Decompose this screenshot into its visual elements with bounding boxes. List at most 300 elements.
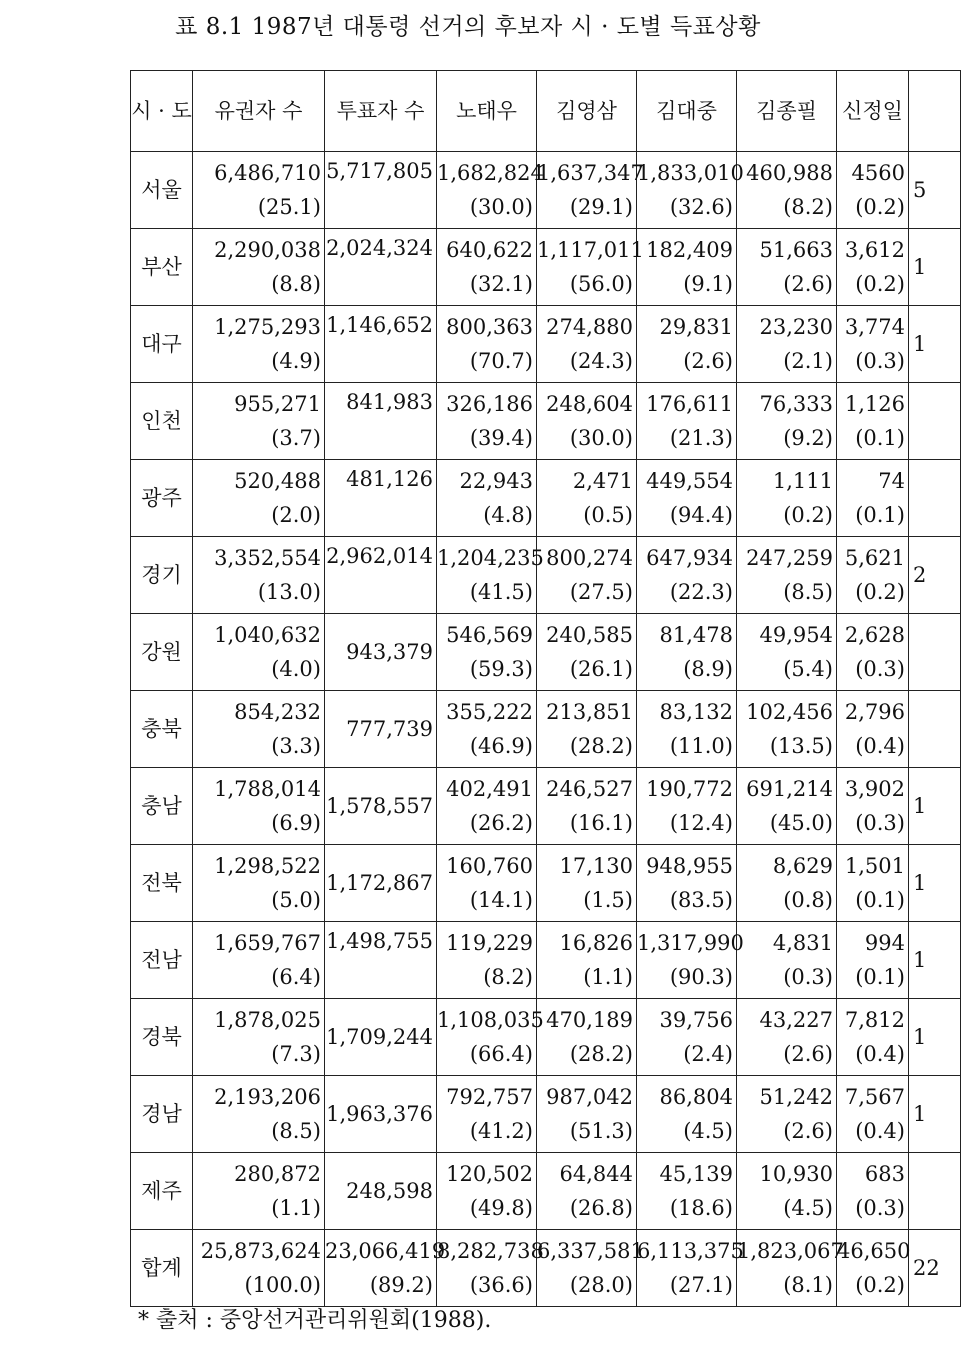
- col-header-region: 시 · 도: [131, 71, 193, 152]
- region-cell: 부산: [131, 229, 193, 306]
- sji-cell: [837, 845, 909, 922]
- electors-cell: [193, 1230, 325, 1307]
- extra-cell-value: 1: [913, 255, 927, 279]
- kys-cell-value: 16,826: [559, 931, 633, 955]
- extra-cell: [909, 768, 961, 845]
- voters-cell-value: 2,962,014: [326, 544, 433, 568]
- kys-cell-value: 246,527: [546, 777, 633, 801]
- kys-cell-value: 1,637,347: [537, 161, 644, 185]
- electors-cell-percent: (6.9): [271, 811, 321, 835]
- table-row: [131, 537, 961, 614]
- sji-cell: [837, 1076, 909, 1153]
- kdj-cell: [637, 1153, 737, 1230]
- kjp-cell-percent: (2.1): [783, 349, 833, 373]
- kdj-cell-value: 190,772: [646, 777, 733, 801]
- electors-cell: [193, 922, 325, 999]
- voters-cell-value: 1,498,755: [326, 929, 433, 953]
- kdj-cell-percent: (27.1): [669, 1273, 733, 1297]
- kdj-cell-percent: (18.6): [669, 1196, 733, 1220]
- sji-cell: [837, 768, 909, 845]
- sji-cell-value: 1,126: [844, 392, 905, 416]
- voters-cell-value: 777,739: [346, 717, 433, 741]
- kys-cell: [537, 614, 637, 691]
- sji-cell-value: 2,796: [844, 700, 905, 724]
- sji-cell-value: 3,902: [844, 777, 905, 801]
- table-row: [131, 768, 961, 845]
- kdj-cell-value: 176,611: [646, 392, 733, 416]
- kdj-cell-value: 39,756: [659, 1008, 733, 1032]
- kjp-cell-value: 691,214: [746, 777, 833, 801]
- voters-cell-value: 5,717,805: [326, 159, 433, 183]
- col-header-kys: 김영삼: [537, 71, 637, 152]
- sji-cell-value: 2,628: [844, 623, 905, 647]
- voters-cell: [325, 460, 437, 537]
- voters-cell: [325, 306, 437, 383]
- kjp-cell: [737, 152, 837, 229]
- electors-cell-percent: (2.0): [271, 503, 321, 527]
- voters-cell-value: 1,172,867: [326, 871, 433, 895]
- kys-cell-percent: (1.5): [583, 888, 633, 912]
- extra-cell-value: 1: [913, 332, 927, 356]
- sji-cell-value: 4560: [851, 161, 905, 185]
- kjp-cell: [737, 691, 837, 768]
- kys-cell-percent: (28.0): [569, 1273, 633, 1297]
- kdj-cell: [637, 460, 737, 537]
- electors-cell-value: 854,232: [234, 700, 321, 724]
- kys-cell-value: 1,117,011: [537, 238, 644, 262]
- voters-cell: [325, 614, 437, 691]
- sji-cell-value: 5,621: [844, 546, 905, 570]
- region-cell: 충북: [131, 691, 193, 768]
- voters-cell: [325, 152, 437, 229]
- voters-cell: [325, 1153, 437, 1230]
- roh-cell: [437, 1076, 537, 1153]
- sji-cell-value: 3,612: [844, 238, 905, 262]
- results-table: [130, 70, 961, 1307]
- roh-cell: [437, 537, 544, 614]
- kys-cell: [537, 152, 644, 229]
- kys-cell-percent: (56.0): [569, 272, 633, 296]
- kdj-cell-value: 1,317,990: [637, 931, 744, 955]
- kjp-cell-percent: (5.4): [783, 657, 833, 681]
- electors-cell-percent: (8.5): [271, 1119, 321, 1143]
- col-header-kdj: 김대중: [637, 71, 737, 152]
- roh-cell: [437, 383, 537, 460]
- roh-cell: [437, 691, 537, 768]
- kjp-cell: [737, 537, 837, 614]
- sji-cell: [837, 614, 909, 691]
- extra-cell-value: 5: [913, 178, 927, 202]
- roh-cell-percent: (8.2): [483, 965, 533, 989]
- header-row: [131, 71, 961, 152]
- kys-cell-value: 274,880: [546, 315, 633, 339]
- electors-cell-percent: (4.9): [271, 349, 321, 373]
- voters-cell: [325, 537, 437, 614]
- electors-cell: [193, 460, 325, 537]
- kdj-cell-value: 948,955: [646, 854, 733, 878]
- sji-cell-percent: (0.1): [855, 888, 905, 912]
- kys-cell-value: 248,604: [546, 392, 633, 416]
- sji-cell: [837, 537, 909, 614]
- region-cell: 합계: [131, 1230, 193, 1307]
- sji-cell-percent: (0.2): [855, 195, 905, 219]
- electors-cell-percent: (25.1): [257, 195, 321, 219]
- kdj-cell-percent: (2.4): [683, 1042, 733, 1066]
- electors-cell-value: 955,271: [234, 392, 321, 416]
- electors-cell: [193, 1153, 325, 1230]
- electors-cell-value: 280,872: [234, 1162, 321, 1186]
- region-cell: 대구: [131, 306, 193, 383]
- kdj-cell: [637, 922, 744, 999]
- kys-cell: [537, 460, 637, 537]
- sji-cell-value: 46,650: [837, 1239, 911, 1263]
- sji-cell: [837, 1230, 909, 1307]
- kjp-cell-value: 23,230: [759, 315, 833, 339]
- electors-cell-value: 6,486,710: [214, 161, 321, 185]
- roh-cell: [437, 614, 537, 691]
- kys-cell-percent: (27.5): [569, 580, 633, 604]
- kjp-cell-percent: (2.6): [783, 1042, 833, 1066]
- kys-cell: [537, 768, 637, 845]
- table-row: [131, 922, 961, 999]
- extra-cell: [909, 1230, 961, 1307]
- voters-cell: [325, 1076, 437, 1153]
- kdj-cell-percent: (8.9): [683, 657, 733, 681]
- kjp-cell: [737, 460, 837, 537]
- electors-cell-percent: (4.0): [271, 657, 321, 681]
- source-footnote: * 출처 : 중앙선거관리위원회(1988).: [138, 1308, 492, 1333]
- table-body: [131, 152, 961, 1307]
- roh-cell-percent: (59.3): [469, 657, 533, 681]
- extra-cell: [909, 460, 961, 537]
- roh-cell: [437, 229, 537, 306]
- kjp-cell-value: 51,663: [759, 238, 833, 262]
- kjp-cell: [737, 768, 837, 845]
- roh-cell-value: 1,108,035: [437, 1008, 544, 1032]
- roh-cell: [437, 460, 537, 537]
- voters-cell: [325, 922, 437, 999]
- kdj-cell-value: 81,478: [659, 623, 733, 647]
- sji-cell: [837, 691, 909, 768]
- kys-cell: [537, 1230, 644, 1307]
- sji-cell: [837, 229, 909, 306]
- kdj-cell-value: 647,934: [646, 546, 733, 570]
- kys-cell-percent: (28.2): [569, 1042, 633, 1066]
- roh-cell-value: 1,682,824: [437, 161, 544, 185]
- kys-cell: [537, 383, 637, 460]
- kjp-cell: [737, 1076, 837, 1153]
- kys-cell-percent: (26.1): [569, 657, 633, 681]
- kys-cell-value: 6,337,581: [537, 1239, 644, 1263]
- roh-cell: [437, 999, 544, 1076]
- kjp-cell-percent: (9.2): [783, 426, 833, 450]
- region-cell: 충남: [131, 768, 193, 845]
- sji-cell-percent: (0.3): [855, 811, 905, 835]
- kys-cell-percent: (26.8): [569, 1196, 633, 1220]
- roh-cell-percent: (41.2): [469, 1119, 533, 1143]
- sji-cell-percent: (0.4): [855, 734, 905, 758]
- electors-cell-percent: (3.3): [271, 734, 321, 758]
- roh-cell-value: 326,186: [446, 392, 533, 416]
- kjp-cell-percent: (4.5): [783, 1196, 833, 1220]
- voters-cell: [325, 768, 437, 845]
- roh-cell-value: 640,622: [446, 238, 533, 262]
- kjp-cell: [737, 922, 837, 999]
- region-cell: 경남: [131, 1076, 193, 1153]
- col-header-electors: 유권자 수: [193, 71, 325, 152]
- voters-cell: [325, 691, 437, 768]
- kdj-cell-percent: (12.4): [669, 811, 733, 835]
- kjp-cell-value: 10,930: [759, 1162, 833, 1186]
- table-row: [131, 614, 961, 691]
- sji-cell-percent: (0.1): [855, 426, 905, 450]
- kys-cell: [537, 229, 644, 306]
- sji-cell: [837, 383, 909, 460]
- sji-cell-value: 683: [864, 1162, 905, 1186]
- table-row: [131, 691, 961, 768]
- kdj-cell-value: 29,831: [659, 315, 733, 339]
- roh-cell-percent: (36.6): [469, 1273, 533, 1297]
- extra-cell: [909, 229, 961, 306]
- electors-cell: [193, 152, 325, 229]
- kjp-cell-value: 8,629: [772, 854, 833, 878]
- extra-cell-value: 22: [913, 1256, 940, 1280]
- electors-cell: [193, 229, 325, 306]
- kys-cell-value: 987,042: [546, 1085, 633, 1109]
- roh-cell-value: 22,943: [459, 469, 533, 493]
- roh-cell: [437, 1230, 544, 1307]
- sji-cell-percent: (0.3): [855, 1196, 905, 1220]
- roh-cell-percent: (41.5): [469, 580, 533, 604]
- kys-cell-percent: (29.1): [569, 195, 633, 219]
- electors-cell-percent: (6.4): [271, 965, 321, 989]
- kjp-cell: [737, 999, 837, 1076]
- electors-cell-value: 1,788,014: [214, 777, 321, 801]
- extra-cell: [909, 306, 961, 383]
- extra-cell-value: 1: [913, 1102, 927, 1126]
- kjp-cell-percent: (0.8): [783, 888, 833, 912]
- roh-cell-value: 120,502: [446, 1162, 533, 1186]
- region-cell: 제주: [131, 1153, 193, 1230]
- roh-cell-percent: (32.1): [469, 272, 533, 296]
- sji-cell: [837, 1153, 909, 1230]
- sji-cell-value: 7,812: [844, 1008, 905, 1032]
- kdj-cell: [637, 229, 737, 306]
- kjp-cell: [737, 614, 837, 691]
- table-row: [131, 1230, 961, 1307]
- kdj-cell: [637, 614, 737, 691]
- kys-cell: [537, 1153, 637, 1230]
- voters-cell-value: 841,983: [346, 390, 433, 414]
- kdj-cell-value: 83,132: [659, 700, 733, 724]
- region-cell: 광주: [131, 460, 193, 537]
- col-header-sji: 신정일: [837, 71, 909, 152]
- roh-cell: [437, 306, 537, 383]
- roh-cell: [437, 1153, 537, 1230]
- kys-cell-value: 17,130: [559, 854, 633, 878]
- kjp-cell-value: 49,954: [759, 623, 833, 647]
- kdj-cell: [637, 1230, 744, 1307]
- kys-cell-percent: (1.1): [583, 965, 633, 989]
- voters-cell-value: 1,146,652: [326, 313, 433, 337]
- kys-cell: [537, 1076, 637, 1153]
- electors-cell: [193, 768, 325, 845]
- region-cell: 전남: [131, 922, 193, 999]
- extra-cell: [909, 1076, 961, 1153]
- electors-cell-value: 25,873,624: [200, 1239, 321, 1263]
- roh-cell-percent: (49.8): [469, 1196, 533, 1220]
- sji-cell: [837, 922, 909, 999]
- roh-cell-percent: (70.7): [469, 349, 533, 373]
- region-cell: 전북: [131, 845, 193, 922]
- electors-cell-percent: (1.1): [271, 1196, 321, 1220]
- electors-cell-percent: (7.3): [271, 1042, 321, 1066]
- sji-cell-percent: (0.4): [855, 1119, 905, 1143]
- electors-cell: [193, 999, 325, 1076]
- electors-cell-value: 1,878,025: [214, 1008, 321, 1032]
- electors-cell: [193, 1076, 325, 1153]
- kjp-cell-value: 43,227: [759, 1008, 833, 1032]
- extra-cell: [909, 922, 961, 999]
- extra-cell-value: 1: [913, 871, 927, 895]
- sji-cell-percent: (0.3): [855, 657, 905, 681]
- electors-cell-percent: (3.7): [271, 426, 321, 450]
- kdj-cell: [637, 306, 737, 383]
- kys-cell-percent: (30.0): [569, 426, 633, 450]
- roh-cell-value: 546,569: [446, 623, 533, 647]
- kys-cell: [537, 999, 637, 1076]
- results-table-container: [130, 70, 940, 1297]
- sji-cell: [837, 460, 909, 537]
- voters-cell-value: 1,963,376: [326, 1102, 433, 1126]
- kys-cell: [537, 922, 637, 999]
- sji-cell-percent: (0.1): [855, 503, 905, 527]
- kdj-cell-percent: (94.4): [669, 503, 733, 527]
- roh-cell-percent: (66.4): [469, 1042, 533, 1066]
- kys-cell-value: 213,851: [546, 700, 633, 724]
- kjp-cell-value: 102,456: [746, 700, 833, 724]
- electors-cell: [193, 383, 325, 460]
- roh-cell-value: 119,229: [446, 931, 533, 955]
- kdj-cell-percent: (11.0): [669, 734, 733, 758]
- sji-cell-value: 994: [864, 931, 905, 955]
- voters-cell: [325, 383, 437, 460]
- electors-cell-percent: (5.0): [271, 888, 321, 912]
- kjp-cell: [737, 306, 837, 383]
- extra-cell-value: 1: [913, 794, 927, 818]
- kdj-cell: [637, 537, 737, 614]
- extra-cell: [909, 152, 961, 229]
- extra-cell: [909, 383, 961, 460]
- electors-cell: [193, 845, 325, 922]
- electors-cell: [193, 614, 325, 691]
- kdj-cell-percent: (22.3): [669, 580, 733, 604]
- kjp-cell-value: 247,259: [746, 546, 833, 570]
- electors-cell-value: 3,352,554: [214, 546, 321, 570]
- kdj-cell: [637, 152, 744, 229]
- roh-cell-value: 792,757: [446, 1085, 533, 1109]
- kys-cell-percent: (0.5): [583, 503, 633, 527]
- kdj-cell-value: 6,113,375: [637, 1239, 744, 1263]
- kys-cell: [537, 537, 637, 614]
- roh-cell-percent: (30.0): [469, 195, 533, 219]
- kjp-cell-value: 1,823,067: [737, 1239, 844, 1263]
- electors-cell-percent: (13.0): [257, 580, 321, 604]
- voters-cell: [325, 999, 437, 1076]
- kys-cell-value: 240,585: [546, 623, 633, 647]
- kdj-cell-percent: (83.5): [669, 888, 733, 912]
- region-cell: 인천: [131, 383, 193, 460]
- sji-cell: [837, 306, 909, 383]
- kjp-cell: [737, 1230, 844, 1307]
- table-title: 표 8.1 1987년 대통령 선거의 후보자 시 · 도별 득표상황: [175, 14, 761, 40]
- roh-cell-value: 1,204,235: [437, 546, 544, 570]
- kjp-cell-percent: (8.5): [783, 580, 833, 604]
- roh-cell-value: 800,363: [446, 315, 533, 339]
- kys-cell-percent: (51.3): [569, 1119, 633, 1143]
- voters-cell-value: 2,024,324: [326, 236, 433, 260]
- electors-cell-value: 1,298,522: [214, 854, 321, 878]
- table-row: [131, 845, 961, 922]
- voters-cell-value: 481,126: [346, 467, 433, 491]
- roh-cell: [437, 845, 537, 922]
- voters-cell-value: 943,379: [346, 640, 433, 664]
- voters-cell-value: 1,578,557: [326, 794, 433, 818]
- kys-cell: [537, 845, 637, 922]
- extra-cell: [909, 691, 961, 768]
- col-header-roh: 노태우: [437, 71, 537, 152]
- region-cell: 서울: [131, 152, 193, 229]
- sji-cell: [837, 999, 909, 1076]
- roh-cell-value: 355,222: [446, 700, 533, 724]
- kdj-cell-percent: (9.1): [683, 272, 733, 296]
- kjp-cell-value: 76,333: [759, 392, 833, 416]
- region-cell: 경기: [131, 537, 193, 614]
- roh-cell-percent: (4.8): [483, 503, 533, 527]
- table-row: [131, 229, 961, 306]
- kdj-cell-value: 449,554: [646, 469, 733, 493]
- roh-cell: [437, 768, 537, 845]
- electors-cell: [193, 306, 325, 383]
- kjp-cell: [737, 229, 837, 306]
- kdj-cell: [637, 1076, 737, 1153]
- electors-cell-value: 1,275,293: [214, 315, 321, 339]
- kys-cell-value: 64,844: [559, 1162, 633, 1186]
- electors-cell: [193, 537, 325, 614]
- roh-cell-percent: (14.1): [469, 888, 533, 912]
- extra-cell-value: 1: [913, 1025, 927, 1049]
- roh-cell-value: 8,282,738: [437, 1239, 544, 1263]
- kdj-cell-percent: (32.6): [669, 195, 733, 219]
- kjp-cell-value: 4,831: [772, 931, 833, 955]
- kdj-cell-percent: (2.6): [683, 349, 733, 373]
- roh-cell: [437, 152, 544, 229]
- extra-cell-value: 1: [913, 948, 927, 972]
- region-cell: 경북: [131, 999, 193, 1076]
- voters-cell: [325, 845, 437, 922]
- sji-cell-percent: (0.2): [855, 272, 905, 296]
- kdj-cell-percent: (4.5): [683, 1119, 733, 1143]
- region-cell: 강원: [131, 614, 193, 691]
- kys-cell: [537, 691, 637, 768]
- kdj-cell-value: 1,833,010: [637, 161, 744, 185]
- kjp-cell-percent: (8.1): [783, 1273, 833, 1297]
- voters-cell-value: 1,709,244: [326, 1025, 433, 1049]
- kjp-cell: [737, 845, 837, 922]
- kdj-cell: [637, 999, 737, 1076]
- voters-cell-percent: (89.2): [369, 1273, 433, 1297]
- sji-cell: [837, 152, 909, 229]
